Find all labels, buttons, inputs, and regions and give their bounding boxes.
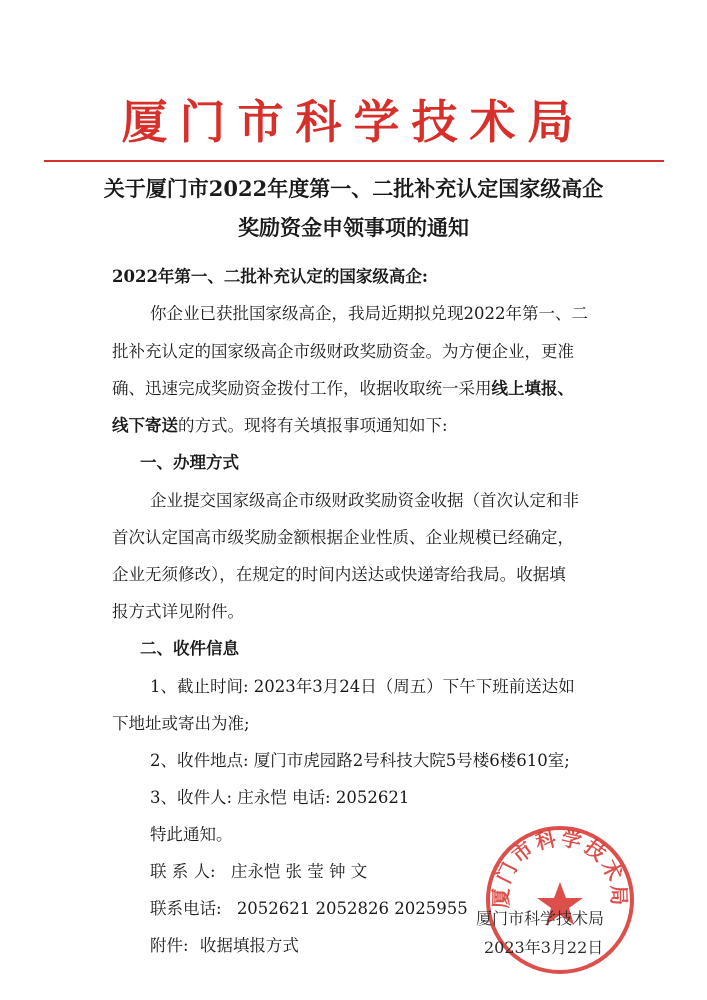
paragraph1-line1: 你企业已获批国家级高企，我局近期拟兑现2022年第一、二 [150, 304, 588, 323]
paragraph1-tail: 的方式。现将有关填报事项通知如下: [178, 416, 448, 435]
section1-line4: 报方式详见附件。 [112, 602, 244, 621]
phones-numbers: 2052621 2052826 2025955 [236, 899, 468, 918]
section2-line4: 3、收件人: 庄永恺 电话: 2052621 [150, 788, 410, 807]
phones-label: 联系电话: [150, 899, 222, 918]
paragraph1-line3 [112, 378, 574, 400]
paragraph1-line3-text: 确、迅速完成奖励资金拨付工作，收据收取统一采用 [112, 379, 492, 398]
emphasis-offline: 线下寄送 [112, 416, 178, 435]
contacts-names: 庄永恺 张 莹 钟 文 [230, 862, 368, 881]
section1-line1: 企业提交国家级高企市级财政奖励资金收据（首次认定和非 [150, 491, 579, 510]
section1-line2: 首次认定国高市级奖励金额根据企业性质、企业规模已经确定， [112, 528, 574, 547]
attachment-row [150, 935, 299, 957]
document-title-line2: 奖励资金申领事项的通知 [238, 215, 469, 240]
section1-title: 一、办理方式 [140, 453, 239, 472]
paragraph1-line4 [112, 415, 448, 437]
signature-org: 厦门市科学技术局 [476, 909, 605, 928]
signature-date: 2023年3月22日 [484, 938, 604, 957]
attachment-name: 收据填报方式 [199, 936, 299, 955]
document-title-line1: 关于厦门市2022年度第一、二批补充认定国家级高企 [103, 176, 604, 201]
phones-row [150, 898, 468, 920]
seal-text: 厦门市科学技术局 [488, 825, 632, 909]
emphasis-online: 线上填报、 [491, 379, 574, 398]
attachment-label: 附件: [150, 936, 189, 955]
salutation: 2022年第一、二批补充认定的国家级高企: [112, 267, 429, 286]
section2-line3: 2、收件地点: 厦门市虎园路2号科技大院5号楼6楼610室; [150, 751, 570, 770]
section2-line2: 下地址或寄出为准; [112, 714, 250, 733]
section2-line1: 1、截止时间: 2023年3月24日（周五）下午下班前送达如 [150, 677, 575, 696]
letterhead-divider [44, 160, 664, 162]
paragraph1-line2: 批补充认定的国家级高企市级财政奖励资金。为方便企业，更准 [112, 342, 574, 361]
closing-remark: 特此通知。 [150, 825, 233, 844]
contacts-row [150, 861, 367, 883]
contacts-label: 联 系 人: [150, 862, 216, 881]
section1-line3: 企业无须修改），在规定的时间内送达或快递寄给我局。收据填 [112, 565, 566, 584]
section2-title: 二、收件信息 [140, 639, 239, 658]
org-letterhead: 厦门市科学技术局 [121, 95, 586, 149]
